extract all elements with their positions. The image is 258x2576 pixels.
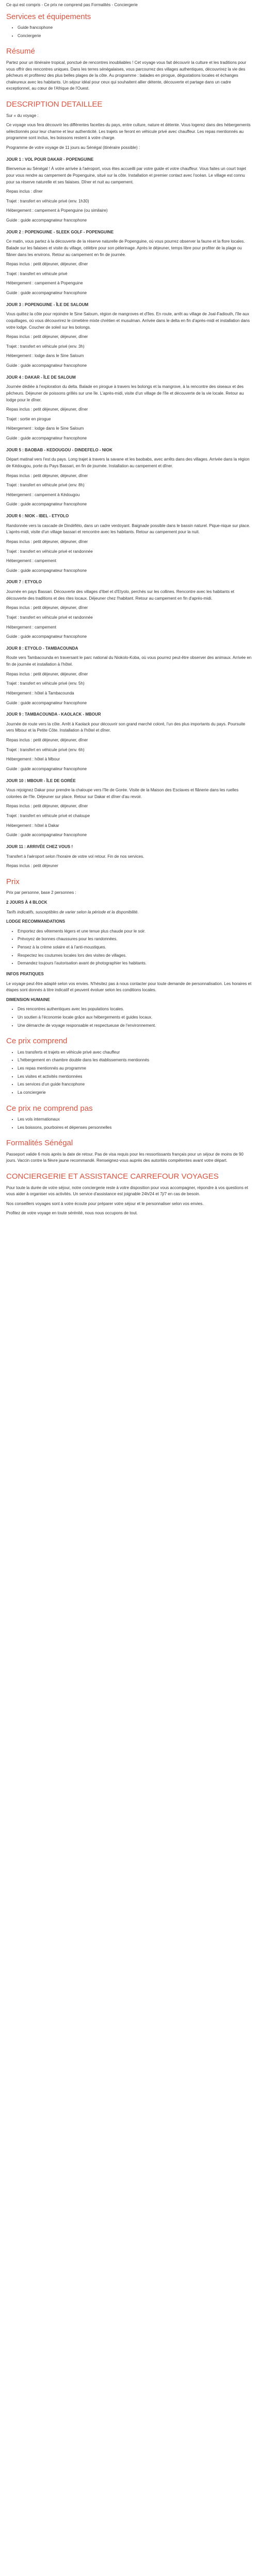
day-title: JOUR 6 : NIOK - IBEL - ETYOLO xyxy=(6,514,69,518)
day-meals: Repas inclus : petit déjeuner, déjeuner, dîner xyxy=(6,671,88,676)
day-text: Bienvenue au Sénégal ! À votre arrivée à l'aéroport, vous êtes accueilli par votre guide et votre chauffeur. Vous faites un court trajet pour vous rendre au campement de Popenguine, situé sur la côte. Installation et premier contact avec l'océan. Le village est connu pour sa réserve naturelle et ses falaises. Dîner et nuit au campement. xyxy=(6,166,246,184)
day-guide: Guide : guide accompagnateur francophone xyxy=(6,291,87,295)
page xyxy=(0,0,258,1232)
day-title: JOUR 11 : ARRIVÉE CHEZ VOUS ! xyxy=(6,844,73,849)
day-title: JOUR 4 : DAKAR - ÎLE DE SALOUM xyxy=(6,375,76,380)
day-guide: Guide : guide accompagnateur francophone xyxy=(6,766,87,771)
day-transfer: Trajet : transfert en véhicule privé et randonnée xyxy=(6,615,93,620)
list-item: • Les boissons, pourboires et dépenses personnelles xyxy=(18,1125,253,1131)
list-item: • La conciergerie xyxy=(18,1090,253,1096)
list-item: • Un soutien à l'économie locale grâce aux hébergements et guides locaux. xyxy=(18,1014,253,1021)
day-block xyxy=(6,229,253,297)
day-transfer: Trajet : transfert en véhicule privé et chaloupe xyxy=(6,814,90,818)
formalities-title: Formalités Sénégal xyxy=(6,1139,73,1148)
practical-info-text: Le voyage peut être adapté selon vos envies. N'hésitez pas à nous contacter pour toute demande de personnalisation. Les horaires et étapes sont donnés à titre indicatif et peuvent évoluer selon les conditions locales. xyxy=(6,981,252,993)
day-guide: Guide : guide accompagnateur francophone xyxy=(6,363,87,368)
day-block xyxy=(6,844,253,870)
day-text: Route vers Tambacounda en traversant le parc national du Niokolo-Koba, où vous pourrez peut-être observer des animaux. Arrivée en fin de journée et installation à l'hôtel. xyxy=(6,655,252,667)
day-guide: Guide : guide accompagnateur francophone xyxy=(6,568,87,573)
day-guide: Guide : guide accompagnateur francophone xyxy=(6,833,87,838)
day-text: Journée dédiée à l'exploration du delta. Balade en pirogue à travers les bolongs et la mangrove, à la rencontre des oiseaux et des pêcheurs. Déjeuner de poissons grillés sur une île. L'après-midi, visite d'un village de l'île et découverte de la vie locale. Retour au lodge pour le dîner. xyxy=(6,384,244,402)
day-lodging: Hébergement : campement xyxy=(6,558,56,564)
day-meals: Repas inclus : petit déjeuner xyxy=(6,863,58,869)
concierge-title: CONCIERGERIE ET ASSISTANCE CARREFOUR VOYAGES xyxy=(6,1172,219,1181)
day-transfer: Trajet : transfert en véhicule privé (env. 8h) xyxy=(6,483,85,488)
prices-line: 2 JOURS À 4 BLOCK xyxy=(6,900,47,905)
day-block xyxy=(6,302,253,369)
day-lodging: Hébergement : lodge dans le Sine Saloum xyxy=(6,353,84,359)
prices-intro: Prix par personne, base 2 personnes : xyxy=(6,890,76,895)
list-item: • L'hébergement en chambre double dans les établissements mentionnés xyxy=(18,1057,253,1064)
day-text: Journée en pays Bassari. Découverte des villages d'Ibel et d'Etyolo, perchés sur les collines. Rencontre avec les habitants et découverte des traditions et des rites locaux. Déjeuner chez l'habitant. Retour au campement en fin d'après-midi. xyxy=(6,589,234,601)
day-text: Départ matinal vers l'est du pays. Long trajet à travers la savane et les baobabs, avec arrêts dans des villages. Arrivée dans la région de Kédougou, porte du Pays Bassari, en fin de journée. Installation au campement et dîner. xyxy=(6,457,250,468)
recommendations-list xyxy=(6,928,253,967)
list-item: • Les vols internationaux xyxy=(18,1116,253,1123)
day-title: JOUR 5 : BAOBAB - KEDOUGOU - DINDEFELO - NIOK xyxy=(6,447,112,452)
intro-line: Ce qui est compris - Ce prix ne comprend pas Formalités - Conciergerie xyxy=(6,3,138,7)
list-item: • Les transferts et trajets en véhicule privé avec chauffeur xyxy=(18,1049,253,1056)
day-transfer: Trajet : transfert en véhicule privé xyxy=(6,271,68,276)
day-title: JOUR 9 : TAMBACOUNDA - KAOLACK - MBOUR xyxy=(6,712,101,717)
recommendations-title: LODGE RECOMMANDATIONS xyxy=(6,919,66,924)
day-lodging: Hébergement : lodge dans le Sine Saloum xyxy=(6,426,84,431)
list-item: • Prévoyez de bonnes chaussures pour les randonnées. xyxy=(18,936,253,943)
day-transfer: Trajet : transfert en véhicule privé et randonnée xyxy=(6,549,93,554)
day-meals: Repas inclus : dîner xyxy=(6,189,43,194)
description-line: Programme de votre voyage de 11 jours au Sénégal (itinéraire possible) : xyxy=(6,145,140,150)
list-item: • Les visites et activités mentionnées xyxy=(18,1074,253,1080)
description-line: Sur « du voyage : xyxy=(6,113,39,118)
day-lodging: Hébergement : hôtel à Mbour xyxy=(6,757,60,762)
day-title: JOUR 1 : VOL POUR DAKAR - POPENGUINE xyxy=(6,157,94,162)
list-item: • Les repas mentionnés au programme xyxy=(18,1065,253,1072)
list-item: • Une démarche de voyage responsable et respectueuse de l'environnement. xyxy=(18,1023,253,1029)
list-item: • Conciergerie xyxy=(18,33,253,40)
day-block xyxy=(6,447,253,508)
description-line: Ce voyage vous fera découvrir les différentes facettes du pays, entre culture, nature et détente. Vous logerez dans des hébergements sélectionnés pour leur charme et leur authenticité. Les trajets se feront en véhicule privé avec chauffeur. Les repas mentionnés au programme sont inclus, les boissons restent à votre charge. xyxy=(6,123,251,141)
day-lodging: Hébergement : campement xyxy=(6,624,56,630)
day-text: Journée de route vers la côte. Arrêt à Kaolack pour découvrir son grand marché coloré, l'un des plus importants du pays. Poursuite vers Mbour et la Petite Côte. Installation à l'hôtel et dîner. xyxy=(6,721,246,733)
day-lodging: Hébergement : hôtel à Tambacounda xyxy=(6,690,74,696)
practical-info-title: INFOS PRATIQUES xyxy=(6,971,44,976)
included-list xyxy=(6,1049,253,1096)
concierge-text: Profitez de votre voyage en toute sérénité, nous nous occupons de tout. xyxy=(6,1211,138,1216)
day-transfer: Trajet : transfert en véhicule privé (env. 3h) xyxy=(6,344,85,349)
day-block xyxy=(6,579,253,640)
day-block xyxy=(6,778,253,839)
list-item: • Des rencontres authentiques avec les populations locales. xyxy=(18,1006,253,1013)
services-list xyxy=(6,25,253,39)
day-text: Randonnée vers la cascade de Dindéfélo, dans un cadre verdoyant. Baignade possible dans le bassin naturel. Pique-nique sur place. L'après-midi, visite d'un village bassari et rencontre avec les habitants. Retour au campement pour la nuit. xyxy=(6,523,250,535)
day-text: Ce matin, vous partez à la découverte de la réserve naturelle de Popenguine, où vous pourrez observer la faune et la flore locales. Balade sur les falaises et visite du village, célèbre pour son pèlerinage. Après le déjeuner, temps libre pour profiter de la plage ou flâner dans les environs. Retour au campement en fin de journée. xyxy=(6,239,245,257)
day-block xyxy=(6,375,253,442)
prices-line: Tarifs indicatifs, susceptibles de varier selon la période et la disponibilité. xyxy=(6,909,139,914)
day-title: JOUR 10 : MBOUR - ÎLE DE GORÉE xyxy=(6,778,76,783)
day-meals: Repas inclus : petit déjeuner, déjeuner, dîner xyxy=(6,334,88,340)
day-guide: Guide : guide accompagnateur francophone xyxy=(6,700,87,705)
concierge-text: Nos conseillers voyages sont à votre écoute pour préparer votre séjour et le personnaliser selon vos envies. xyxy=(6,1201,204,1206)
days-list xyxy=(6,157,253,870)
list-item: • Pensez à la crème solaire et à l'anti-moustiques. xyxy=(18,944,253,951)
day-meals: Repas inclus : petit déjeuner, déjeuner, dîner xyxy=(6,473,88,478)
day-meals: Repas inclus : petit déjeuner, déjeuner, dîner xyxy=(6,804,88,809)
day-text: Vous quittez la côte pour rejoindre le Sine Saloum, région de mangroves et d'îles. En route, arrêt au village de Joal-Fadiouth, l'île aux coquillages, où vous découvrirez le cimetière mixte chrétien et musulman. Arrivée dans le delta en fin d'après-midi et installation dans votre lodge. Coucher de soleil sur les bolongs. xyxy=(6,312,250,330)
day-meals: Repas inclus : petit déjeuner, déjeuner, dîner xyxy=(6,738,88,742)
concierge-text: Pour toute la durée de votre séjour, notre conciergerie reste à votre disposition pour vous accompagner, répondre à vos questions et vous aider à organiser vos activités. Un service d'assistance est joignable 24h/24 et 7j/7 en cas de besoin. xyxy=(6,1185,248,1197)
day-lodging: Hébergement : campement à Popenguine xyxy=(6,281,83,286)
not-included-list xyxy=(6,1116,253,1131)
day-meals: Repas inclus : petit déjeuner, déjeuner, dîner xyxy=(6,539,88,544)
day-block xyxy=(6,157,253,224)
day-title: JOUR 7 : ETYOLO xyxy=(6,580,42,585)
included-title: Ce prix comprend xyxy=(6,1037,68,1046)
formalities-text: Passeport valide 6 mois après la date de retour. Pas de visa requis pour les ressortissants français pour un séjour de moins de 90 jours. Vaccin contre la fièvre jaune recommandé. Renseignez-vous auprès des autorités compétentes avant votre départ. xyxy=(6,1151,244,1163)
list-item: • Respectez les coutumes locales lors des visites de villages. xyxy=(18,953,253,959)
resume-title: Résumé xyxy=(6,47,35,56)
day-meals: Repas inclus : petit déjeuner, déjeuner, dîner xyxy=(6,605,88,611)
day-text: Transfert à l'aéroport selon l'horaire de votre vol retour. Fin de nos services. xyxy=(6,854,144,859)
resume-text: Partez pour un itinéraire tropical, ponctué de rencontres inoubliables ! Cet voyage vous fait découvrir la culture et les traditions pour vous offrir des rencontres uniques. Dans les terres sénégalaises, vous parcourrez des villages authentiques, découvrirez la vie des pêcheurs et profiterez des plus belles plages de la côte. Au programme : balades en pirogue, dégustations locales et échanges chaleureux avec les habitants. Un séjour idéal pour ceux qui souhaitent allier détente, découverte et partage dans un cadre exceptionnel, au cœur de l'Afrique de l'Ouest. xyxy=(6,60,247,91)
list-item: • Guide francophone xyxy=(18,25,253,31)
day-block xyxy=(6,513,253,574)
day-transfer: Trajet : transfert en véhicule privé (env. 6h) xyxy=(6,747,85,752)
day-title: JOUR 8 : ETYOLO - TAMBACOUNDA xyxy=(6,646,78,651)
day-title: JOUR 3 : POPENGUINE - ÎLE DE SALOUM xyxy=(6,302,89,307)
day-transfer: Trajet : sortie en pirogue xyxy=(6,416,51,421)
list-item: • Les services d'un guide francophone xyxy=(18,1081,253,1088)
day-title: JOUR 2 : POPENGUINE - SLEEK GOLF - POPENGUINE xyxy=(6,229,114,234)
human-dimension-list xyxy=(6,1006,253,1029)
day-transfer: Trajet : transfert en véhicule privé (env. 1h30) xyxy=(6,198,89,204)
day-guide: Guide : guide accompagnateur francophone xyxy=(6,218,87,223)
not-included-title: Ce prix ne comprend pas xyxy=(6,1104,93,1113)
day-guide: Guide : guide accompagnateur francophone xyxy=(6,634,87,639)
day-block xyxy=(6,646,253,706)
day-transfer: Trajet : transfert en véhicule privé (env. 5h) xyxy=(6,681,85,686)
list-item: • Demandez toujours l'autorisation avant de photographier les habitants. xyxy=(18,960,253,967)
day-guide: Guide : guide accompagnateur francophone xyxy=(6,436,87,440)
description-title: DESCRIPTION DETAILLEE xyxy=(6,100,103,109)
list-item: • Emportez des vêtements légers et une tenue plus chaude pour le soir. xyxy=(18,928,253,935)
human-dimension-title: DIMENSION HUMAINE xyxy=(6,997,50,1002)
prices-title: Prix xyxy=(6,877,20,886)
day-lodging: Hébergement : campement à Popenguine (ou similaire) xyxy=(6,208,108,213)
day-lodging: Hébergement : hôtel à Dakar xyxy=(6,823,59,828)
day-meals: Repas inclus : petit déjeuner, déjeuner, dîner xyxy=(6,407,88,412)
day-guide: Guide : guide accompagnateur francophone xyxy=(6,502,87,507)
day-meals: Repas inclus : petit déjeuner, déjeuner, dîner xyxy=(6,262,88,267)
day-block xyxy=(6,711,253,772)
day-text: Vous rejoignez Dakar pour prendre la chaloupe vers l'île de Gorée. Visite de la Maison des Esclaves et flânerie dans les ruelles colorées de l'île. Déjeuner sur place. Retour sur Dakar et dîner d'au revoir. xyxy=(6,788,239,799)
day-lodging: Hébergement : campement à Kédougou xyxy=(6,492,80,497)
services-title: Services et équipements xyxy=(6,12,91,21)
